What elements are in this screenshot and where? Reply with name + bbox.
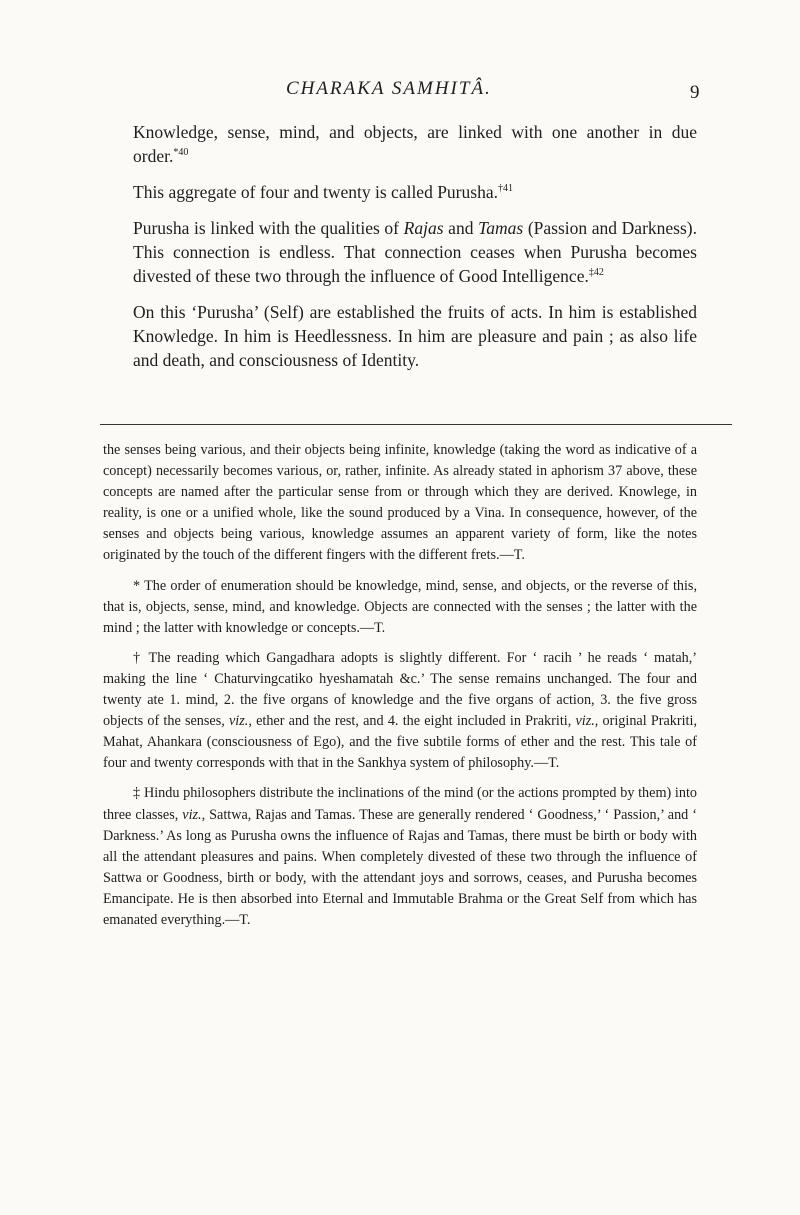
paragraph-4: On this ‘Purusha’ (Self) are established the fruits of acts. In him is established Knowledge. In him is Heedlessness. In him are pleasure and pain ; as also life and death, and consciousness of Identity. — [133, 302, 697, 370]
footnote-divider — [100, 424, 732, 425]
main-text — [133, 120, 697, 384]
paragraph-1: Knowledge, sense, mind, and objects, are linked with one another in due order.$^{*40}$ — [133, 122, 697, 166]
footnotes — [103, 440, 697, 940]
running-head: CHARAKA SAMHITÂ. — [286, 78, 492, 99]
footnote-mark: †41 — [497, 183, 513, 195]
page-number: 9 — [690, 82, 700, 103]
page-header — [0, 78, 800, 108]
paragraph-3: Purusha is linked with the qualities of Rajas and Tamas (Passion and Darkness). This connection is endless. That connection ceases when Purusha becomes divested of these two through the influence of Good Intelligence.$^{\ddagger 42}$ — [133, 218, 697, 286]
footnote-continued: the senses being various, and their objects being infinite, knowledge (taking the word as indicative of a concept) necessarily becomes various, or, rather, infinite. As already stated in aphorism 37 above, these concepts are named after the particular sense from or through which they are derived. Knowlege, in reality, is one or a unified whole, like the sound produced by a Vina. In consequence, however, of the senses and objects being various, knowledge assumes an apparent variety of form, like the notes originated by the touch of the different fingers with the different frets.—T. — [103, 442, 697, 564]
footnote-dagger: † The reading which Gangadhara adopts is slightly different. For ‘ racih ’ he reads ‘ matah,’ making the line ‘ Chaturvingcatiko hyeshamatah &c.’ The sense remains unchanged. The four and twenty ate 1. mind, 2. the five organs of knowledge and the five organs of action, 3. the five gross objects of the senses, viz., ether and the rest, and 4. the eight included in Prakriti, viz., original Prakriti, Mahat, Ahankara (consciousness of Ego), and the five subtile forms of ether and the rest. This tale of four and twenty corresponds with that in the Sankhya system of philosophy.—T. — [103, 649, 697, 772]
footnote-mark: *40 — [173, 147, 189, 159]
footnote-star: * The order of enumeration should be knowledge, mind, sense, and objects, or the reverse of this, that is, objects, sense, mind, and knowledge. Objects are connected with the senses ; the latter with the mind ; the latter with knowledge or concepts.—T. — [103, 577, 697, 636]
footnote-double-dagger: ‡ Hindu philosophers distribute the inclinations of the mind (or the actions prompted by them) into three classes, viz., Sattwa, Rajas and Tamas. These are generally rendered ‘ Goodness,’ ‘ Passion,’ and ‘ Darkness.’ As long as Purusha owns the influence of Rajas and Tamas, there must be birth or body with all the attendant pleasures and pains. When completely divested of these two through the influence of Sattwa or Goodness, birth or body, with the attendant joys and sorrows, ceases, and Purusha becomes Emancipate. He is then absorbed into Eternal and Immutable Brahma or the Great Self from which has emanated everything.—T. — [103, 785, 697, 928]
paragraph-2: This aggregate of four and twenty is called Purusha.$^{\dagger 41}$ — [133, 182, 513, 202]
footnote-mark: ‡42 — [588, 267, 604, 279]
